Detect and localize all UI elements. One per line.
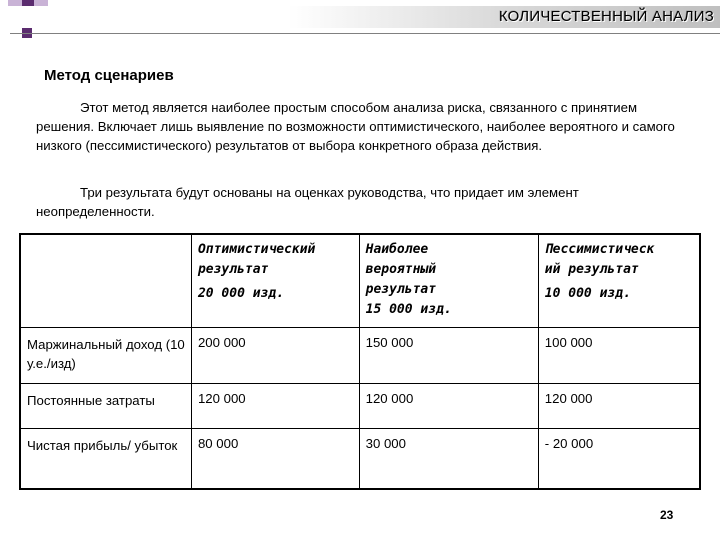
- table-row: [20, 384, 700, 429]
- column-header-most-likely: [359, 234, 538, 328]
- table-cell: 120 000: [538, 384, 700, 429]
- scenario-table: [19, 233, 701, 490]
- column-header-line: Пессимистическ: [544, 242, 655, 257]
- column-header-line: результат: [365, 282, 437, 297]
- table-header-row: [20, 234, 700, 328]
- slide-header-title: КОЛИЧЕСТВЕННЫЙ АНАЛИЗ: [498, 8, 714, 25]
- table-cell: 80 000: [191, 429, 359, 489]
- column-header-optimistic: [191, 234, 359, 328]
- column-header-line: Оптимистический: [197, 242, 316, 257]
- column-header-value: 10 000 изд.: [544, 286, 631, 301]
- table-row: [20, 328, 700, 384]
- column-header-pessimistic: [538, 234, 700, 328]
- row-label-fixed-costs: Постоянные затраты: [20, 384, 191, 429]
- column-header-value: 20 000 изд.: [197, 286, 285, 301]
- column-header-line: вероятный: [365, 262, 437, 277]
- section-title: Метод сценариев: [44, 67, 174, 84]
- row-label-marginal-income: Маржинальный доход (10 у.е./изд): [20, 328, 191, 384]
- header-divider: [10, 33, 720, 34]
- column-header-line: Наиболее: [365, 242, 429, 257]
- table-cell: 120 000: [191, 384, 359, 429]
- column-header-line: ий результат: [544, 262, 639, 277]
- table-cell: 120 000: [359, 384, 538, 429]
- column-header-line: результат: [197, 262, 269, 277]
- paragraph-description: Этот метод является наиболее простым способом анализа риска, связанного с принятием решения. Включает лишь выявление по возможности оптимистического, наиболее вероятного и самого низкого (пессимистического) результатов от выбора конкретного образа действия.: [36, 100, 675, 153]
- table-cell: 100 000: [538, 328, 700, 384]
- table-cell: 150 000: [359, 328, 538, 384]
- row-label-net-profit: Чистая прибыль/ убыток: [20, 429, 191, 489]
- table-cell: 30 000: [359, 429, 538, 489]
- column-header-value: 15 000 изд.: [365, 302, 452, 317]
- table-row: [20, 429, 700, 489]
- table-corner-cell: [20, 234, 191, 328]
- paragraph-estimates: Три результата будут основаны на оценках руководства, что придает им элемент неопределенности.: [36, 185, 579, 219]
- page-number: 23: [660, 508, 674, 522]
- table-cell: 200 000: [191, 328, 359, 384]
- table-cell: - 20 000: [538, 429, 700, 489]
